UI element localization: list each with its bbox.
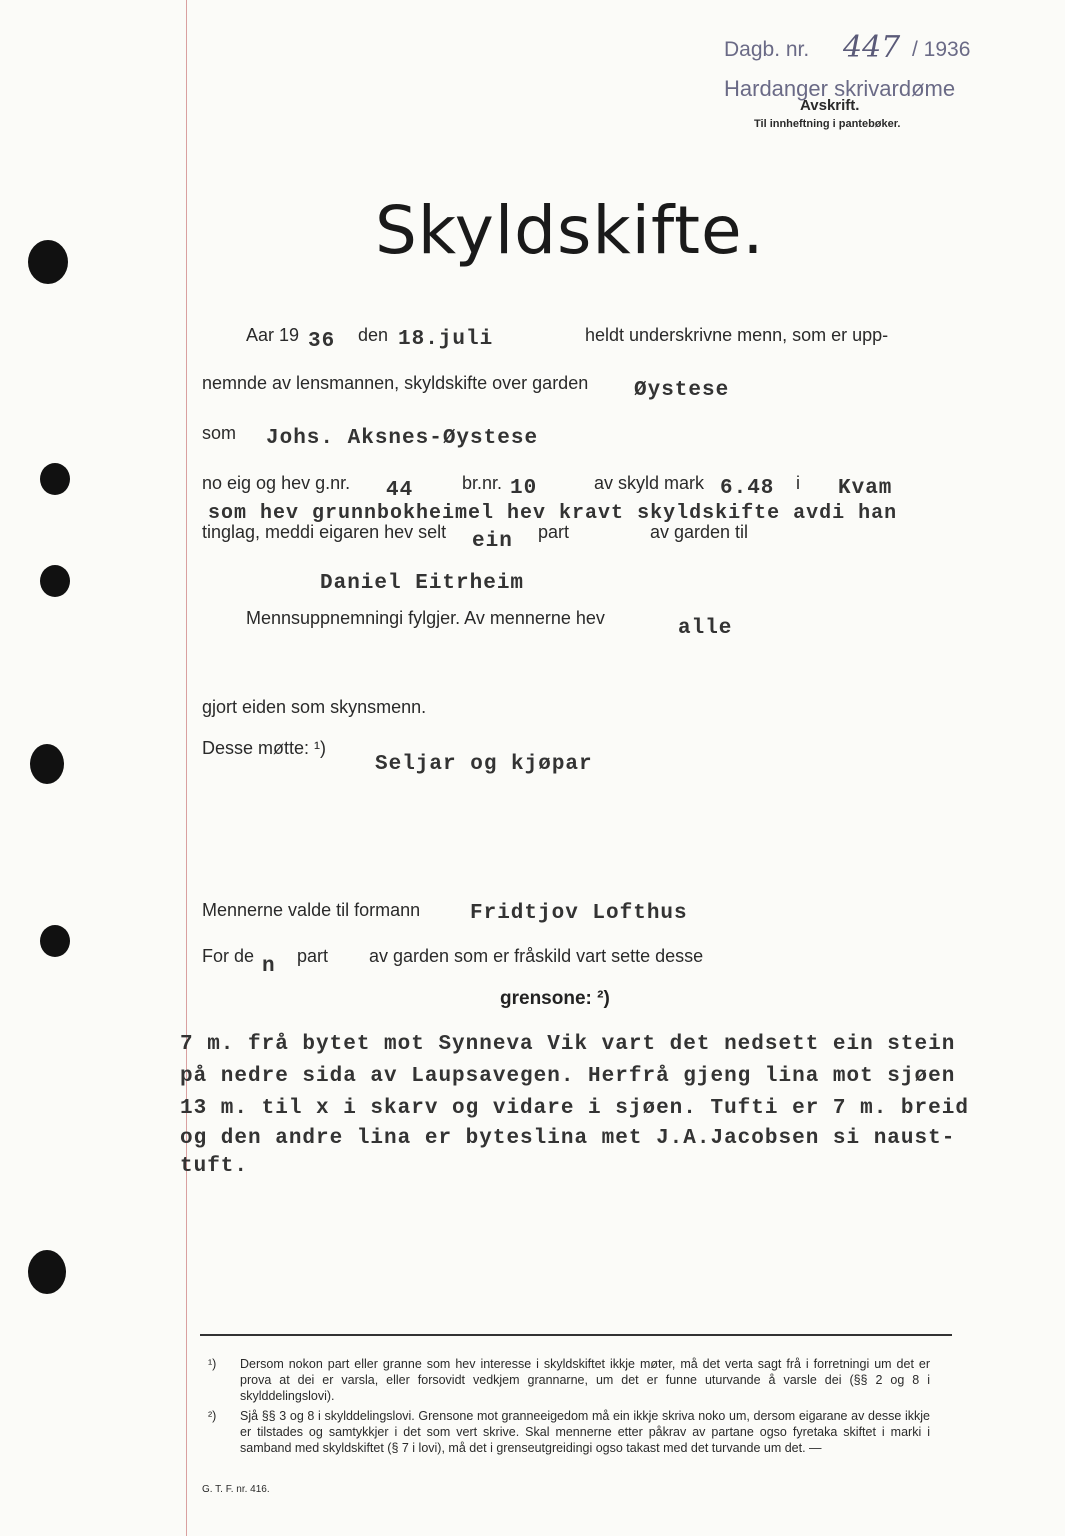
skyld-label: av skyld mark — [594, 473, 705, 493]
brnr-label: br.nr. — [462, 473, 503, 493]
formann-value: Fridtjov Lofthus — [470, 902, 688, 925]
grensone-line: på nedre sida av Laupsavegen. Herfrå gjeng lina mot sjøen — [180, 1065, 956, 1088]
page-title: Skyldskifte. — [375, 192, 765, 269]
grensone-heading: grensone: ²) — [500, 988, 610, 1009]
mennsupp-label: Mennsuppnemningi fylgjer. Av mennerne hev — [246, 608, 605, 628]
ein-value: ein — [472, 530, 513, 553]
punch-hole — [40, 925, 70, 957]
desse-value: Seljar og kjøpar — [375, 753, 593, 776]
avskrift-label: Avskrift. — [800, 97, 860, 114]
grensone-line: 7 m. frå bytet mot Synneva Vik vart det nedsett ein stein — [180, 1033, 956, 1056]
header-note: Til innheftning i pantebøker. — [754, 118, 901, 130]
gjort-label: gjort eiden som skynsmenn. — [202, 697, 427, 717]
grensone-line: og den andre lina er byteslina met J.A.Jacobsen si naust- — [180, 1127, 956, 1150]
grensone-line: 13 m. til x i skarv og vidare i sjøen. Tufti er 7 m. breid — [180, 1097, 969, 1120]
grensone-line: tuft. — [180, 1155, 249, 1178]
date-value: 18.juli — [398, 328, 494, 351]
garden-value: Øystese — [634, 379, 730, 402]
footnote-separator — [200, 1334, 952, 1336]
dagb-label: Dagb. nr. — [724, 38, 810, 61]
gnr-label: no eig og hev g.nr. — [202, 473, 351, 493]
dagb-number: 447 — [843, 30, 901, 65]
brnr-value: 10 — [510, 477, 538, 500]
punch-hole — [28, 1250, 66, 1294]
i-label: i — [796, 473, 800, 493]
form-code: G. T. F. nr. 416. — [202, 1484, 270, 1495]
fraskild-label: av garden som er fråskild vart sette desse — [369, 946, 704, 966]
part2-label: part — [297, 946, 329, 966]
den-label: den — [358, 325, 389, 345]
punch-hole — [40, 463, 70, 495]
kommune-value: Kvam — [838, 477, 893, 500]
tinglag-text: tinglag, meddi eigaren hev selt — [202, 522, 447, 542]
skyld-value: 6.48 — [720, 477, 775, 500]
footnote-mark: ¹) — [208, 1357, 217, 1371]
punch-hole — [28, 240, 68, 284]
punch-hole — [30, 744, 64, 784]
desse-label: Desse møtte: ¹) — [202, 738, 327, 758]
footnote-text: Dersom nokon part eller granne som hev interesse i skyldskiftet ikkje møter, må det verta sagt frå i forretningi um det er prova at dei er varsla, eller forsovidt vedkjem grannarne, um det er funne uturvande å varsle dei (§§ 2 og 8 i skylddelingslovi). — [240, 1357, 930, 1403]
line1-text: heldt underskrivne menn, som er upp- — [585, 325, 889, 345]
buyer-value: Daniel Eitrheim — [320, 572, 525, 595]
margin-line — [186, 0, 187, 1536]
aar-value: 36 — [308, 330, 336, 353]
dagb-year: / 1936 — [912, 38, 971, 61]
owner-value: Johs. Aksnes-Øystese — [266, 427, 539, 450]
office-stamp: Hardanger skrivardøme — [724, 76, 956, 101]
som-label: som — [202, 423, 237, 443]
typed-overlay-line: som hev grunnbokheimel hev kravt skyldskifte avdi han — [208, 502, 898, 525]
footnote-mark: ²) — [208, 1409, 217, 1423]
av-garden-til: av garden til — [650, 522, 749, 542]
for-suffix: n — [262, 955, 276, 978]
formann-label: Mennerne valde til formann — [202, 900, 421, 920]
footnote-text: Sjå §§ 3 og 8 i skylddelingslovi. Grensone mot granneeigedom må ein ikkje skriva noko um, dersom eigarane av desse ikkje er tilstades og samtykkjer i det som vert skrive. Skal mennerne etter påkrav av partane ogso fyretaka skiftet i marki i samband med skyldskiftet (§ 7 i lovi), må det i grenseutgreidingi ogso takast med det turvande um det. — — [240, 1409, 930, 1455]
alle-value: alle — [678, 617, 733, 640]
garden-label: nemnde av lensmannen, skyldskifte over garden — [202, 373, 589, 393]
part-label: part — [538, 522, 570, 542]
for-label: For de — [202, 946, 255, 966]
aar-label: Aar 19 — [246, 325, 300, 345]
punch-hole — [40, 565, 70, 597]
gnr-value: 44 — [386, 479, 414, 502]
